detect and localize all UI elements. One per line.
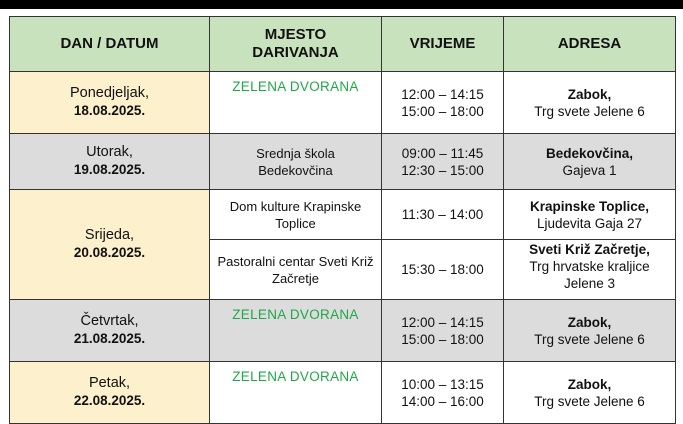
table-row bbox=[10, 72, 676, 134]
place-cell bbox=[210, 362, 382, 424]
address-street: Trg hrvatske kraljice Jelene 3 bbox=[529, 259, 650, 291]
day-date: 19.08.2025. bbox=[73, 162, 146, 177]
time-slot-2: 12:30 – 15:00 bbox=[401, 162, 484, 178]
address-street: Trg svete Jelene 6 bbox=[534, 393, 645, 409]
time-cell bbox=[382, 362, 504, 424]
place-name: ZELENA DVORANA bbox=[232, 307, 359, 322]
day-cell bbox=[10, 362, 210, 424]
day-cell bbox=[10, 72, 210, 134]
address-city: Sveti Križ Začretje, bbox=[529, 242, 650, 257]
place-cell bbox=[210, 134, 382, 190]
address-cell bbox=[504, 362, 676, 424]
time-cell bbox=[382, 72, 504, 134]
time-slot-1: 11:30 – 14:00 bbox=[401, 207, 484, 222]
address-cell bbox=[504, 134, 676, 190]
place-cell bbox=[210, 300, 382, 362]
address-street: Trg svete Jelene 6 bbox=[534, 103, 645, 119]
place-name: Pastoralni centar Sveti Križ Začretje bbox=[217, 253, 374, 286]
place-name: Srednja škola Bedekovčina bbox=[256, 145, 335, 178]
place-name: ZELENA DVORANA bbox=[232, 79, 359, 94]
time-slot-1: 09:00 – 11:45 bbox=[401, 145, 484, 161]
day-cell bbox=[10, 190, 210, 300]
time-slot-2: 14:00 – 16:00 bbox=[401, 393, 484, 409]
place-name: Dom kulture Krapinske Toplice bbox=[229, 198, 362, 231]
table-row bbox=[10, 190, 676, 240]
time-slot-1: 12:00 – 14:15 bbox=[401, 314, 484, 330]
day-date: 22.08.2025. bbox=[73, 393, 146, 408]
table-row bbox=[10, 300, 676, 362]
place-cell bbox=[210, 190, 382, 240]
time-cell bbox=[382, 134, 504, 190]
address-street: Trg svete Jelene 6 bbox=[534, 331, 645, 347]
top-border-bar bbox=[0, 0, 683, 9]
place-name: ZELENA DVORANA bbox=[232, 369, 359, 384]
place-cell bbox=[210, 72, 382, 134]
address-city: Zabok, bbox=[567, 314, 612, 330]
table-row bbox=[10, 134, 676, 190]
time-slot-2: 15:00 – 18:00 bbox=[401, 103, 484, 119]
table-row bbox=[10, 362, 676, 424]
address-city: Zabok, bbox=[567, 86, 612, 102]
time-slot-1: 10:00 – 13:15 bbox=[401, 376, 484, 392]
day-cell bbox=[10, 134, 210, 190]
address-cell bbox=[504, 190, 676, 240]
time-slot-2: 15:00 – 18:00 bbox=[401, 331, 484, 347]
address-cell bbox=[504, 72, 676, 134]
day-name: Srijeda, bbox=[84, 227, 135, 243]
time-slot-1: 12:00 – 14:15 bbox=[401, 86, 484, 102]
time-cell bbox=[382, 300, 504, 362]
header-day: DAN / DATUM bbox=[10, 17, 210, 72]
table-header-row bbox=[10, 17, 676, 72]
address-cell bbox=[504, 240, 676, 300]
place-cell bbox=[210, 240, 382, 300]
day-date: 18.08.2025. bbox=[73, 103, 146, 118]
time-cell bbox=[382, 190, 504, 240]
day-cell bbox=[10, 300, 210, 362]
header-place-label: MJESTO DARIVANJA bbox=[252, 26, 339, 61]
address-city: Krapinske Toplice, bbox=[529, 198, 650, 214]
day-date: 20.08.2025. bbox=[73, 245, 146, 260]
day-name: Četvrtak, bbox=[80, 313, 139, 329]
address-city: Bedekovčina, bbox=[545, 145, 634, 161]
day-name: Utorak, bbox=[86, 144, 133, 160]
address-street: Ljudevita Gaja 27 bbox=[536, 215, 643, 231]
header-time: VRIJEME bbox=[382, 17, 504, 72]
header-place bbox=[210, 17, 382, 72]
time-slot-1: 15:30 – 18:00 bbox=[401, 262, 484, 277]
address-city: Zabok, bbox=[567, 376, 612, 392]
day-name: Petak, bbox=[88, 375, 131, 391]
address-cell bbox=[504, 300, 676, 362]
day-name: Ponedjeljak, bbox=[70, 85, 149, 101]
time-cell bbox=[382, 240, 504, 300]
day-date: 21.08.2025. bbox=[73, 331, 146, 346]
address-street: Gajeva 1 bbox=[562, 162, 617, 178]
schedule-table bbox=[9, 16, 676, 424]
header-address: ADRESA bbox=[504, 17, 676, 72]
